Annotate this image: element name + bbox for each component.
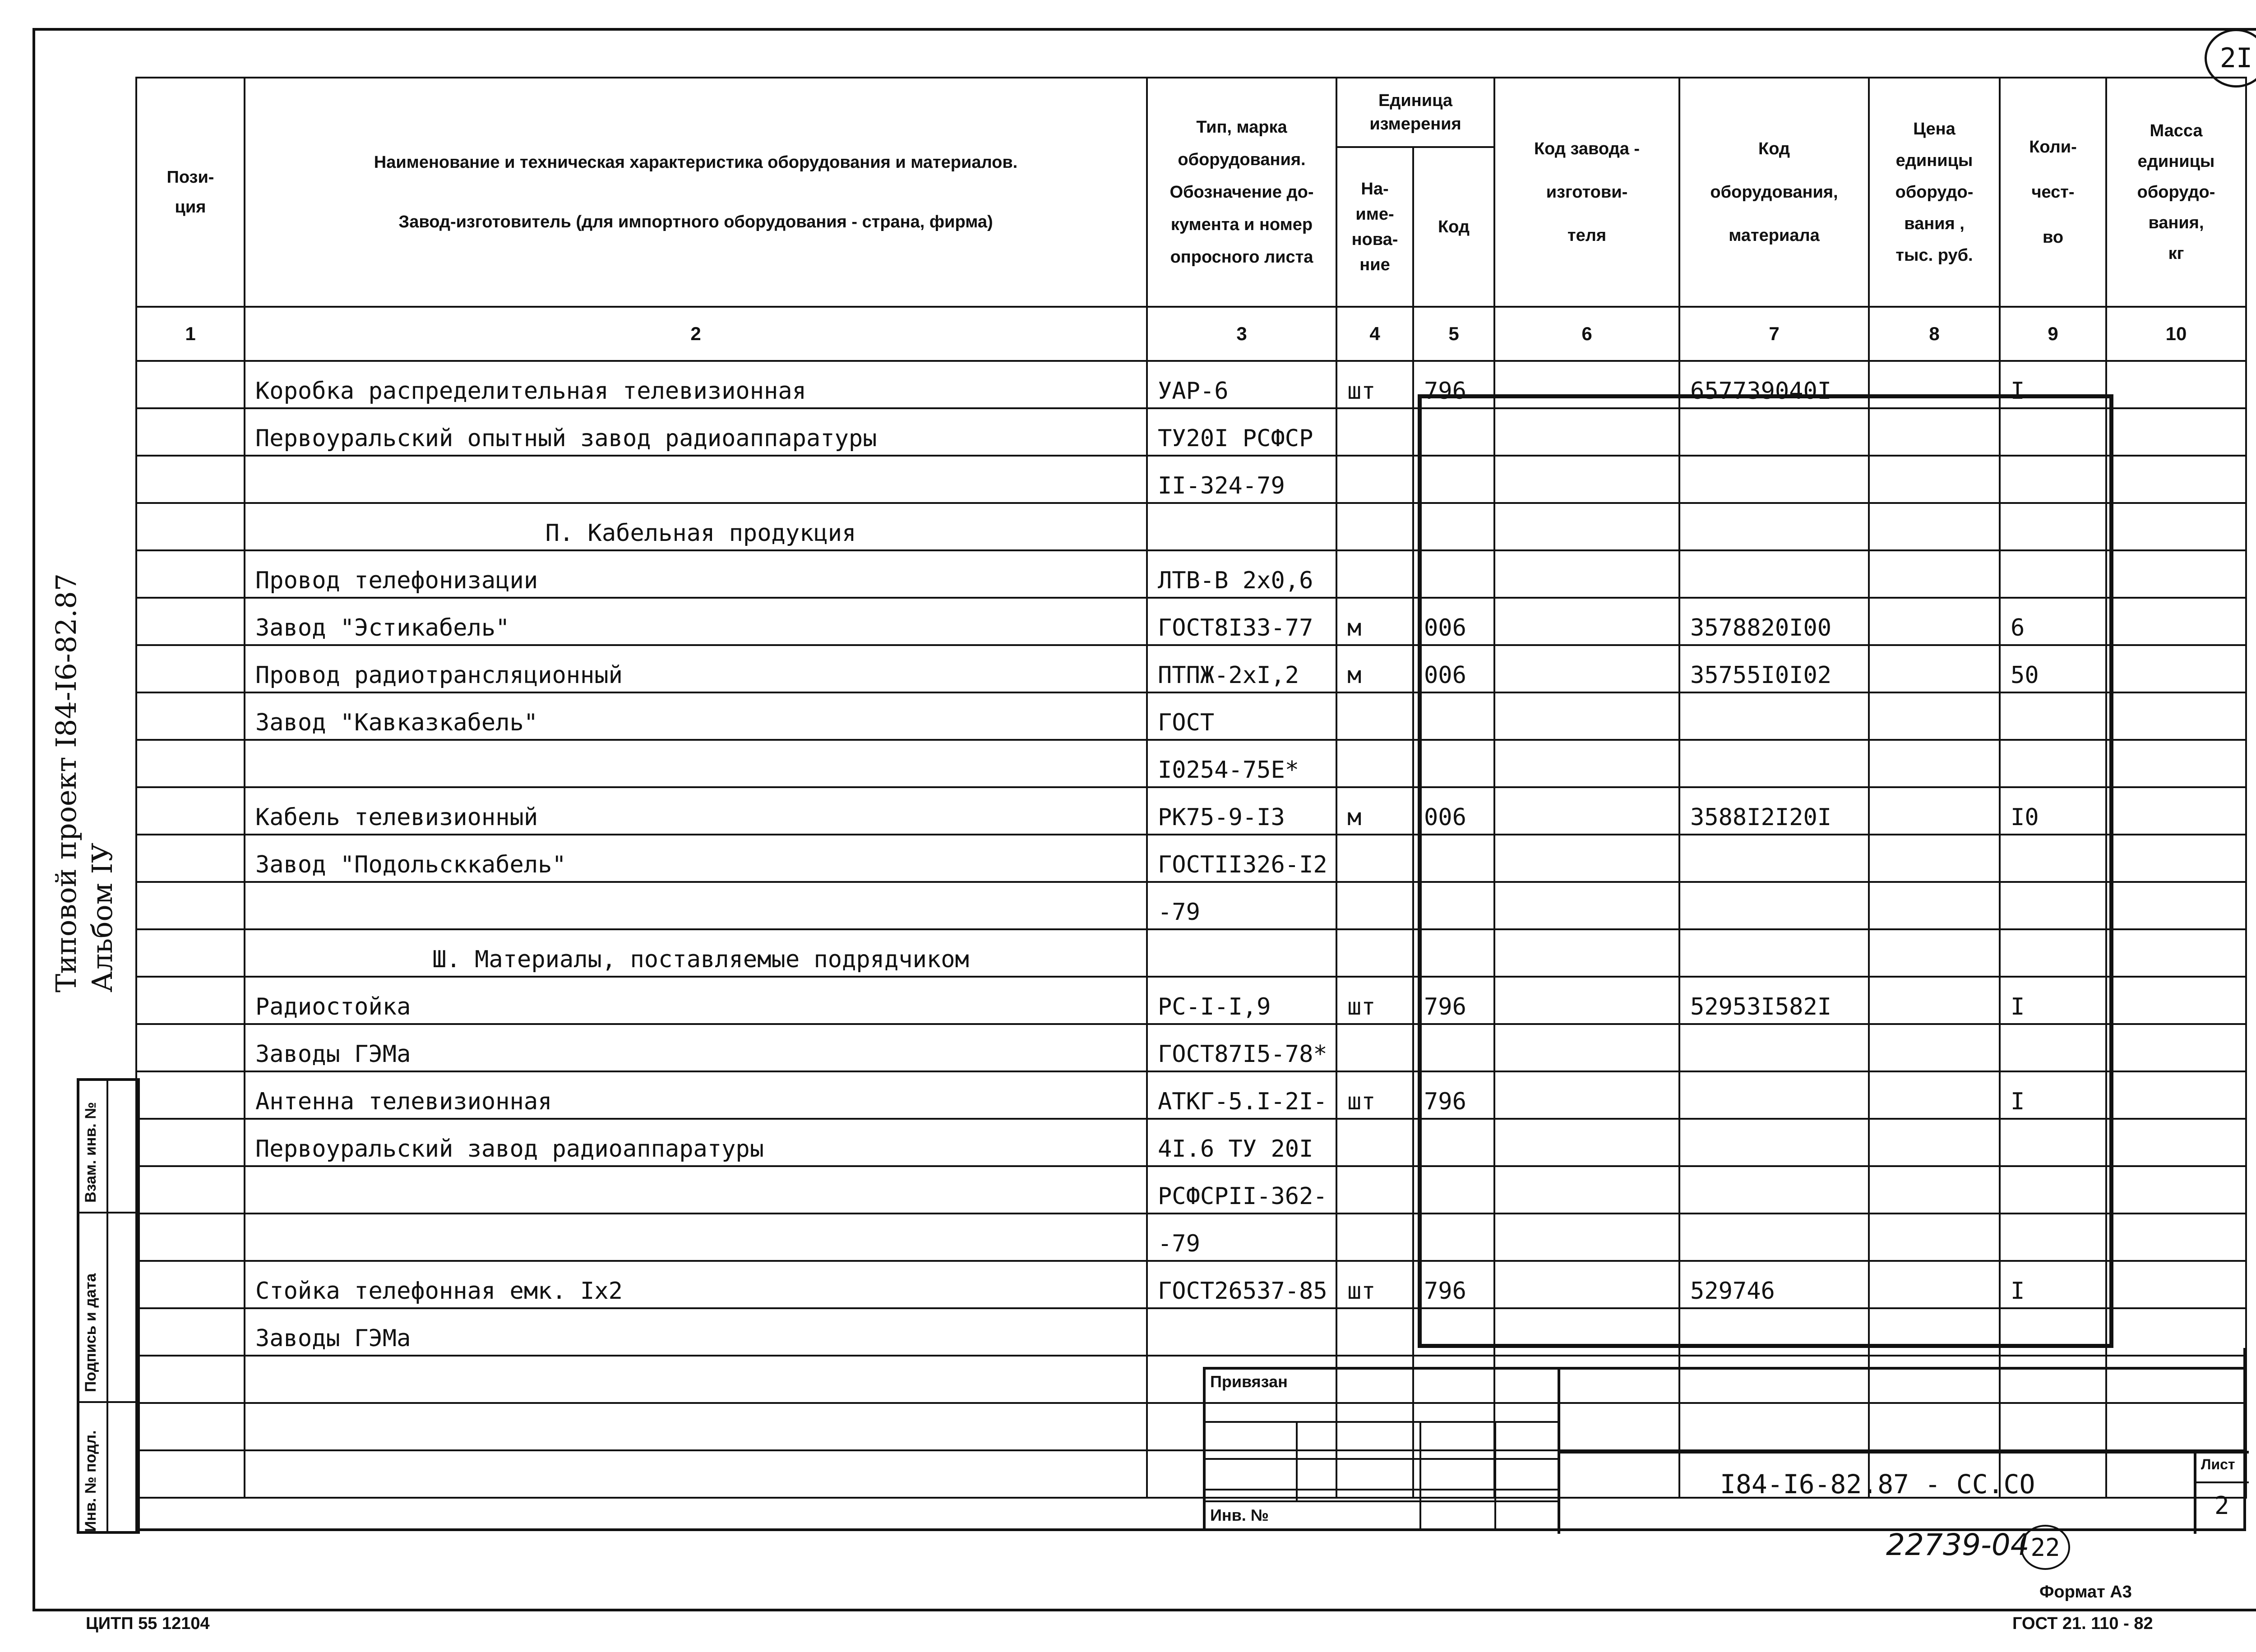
maker-code-cell [1494, 408, 1679, 456]
document-designation: I84-I6-82.87 - СС.СО [1720, 1469, 2035, 1500]
unit-code-cell [1413, 1119, 1494, 1166]
table-row [136, 550, 2246, 598]
header-position: Пози- ция [136, 78, 245, 307]
type-cell: ГОСТ8I33-77 [1147, 598, 1336, 645]
type-cell: 4I.6 ТУ 20I [1147, 1119, 1336, 1166]
position-cell [136, 598, 245, 645]
position-cell [136, 503, 245, 550]
mass-cell [2106, 1024, 2246, 1071]
unit-cell [1336, 740, 1413, 787]
name-cell: Ш. Материалы, поставляемые подрядчиком [245, 929, 1147, 977]
type-cell: -79 [1147, 882, 1336, 929]
quantity-cell [2000, 1024, 2106, 1071]
equipment-code-cell [1679, 1119, 1869, 1166]
unit-code-cell: 006 [1413, 645, 1494, 692]
position-cell [136, 1450, 245, 1498]
price-cell [1869, 1071, 2000, 1119]
mass-cell [2106, 408, 2246, 456]
header-unit-code: Код [1413, 147, 1494, 307]
name-cell: Провод телефонизации [245, 550, 1147, 598]
mass-cell [2106, 740, 2246, 787]
maker-code-cell [1494, 550, 1679, 598]
price-cell [1869, 1214, 2000, 1261]
unit-cell [1336, 1214, 1413, 1261]
quantity-cell [2000, 1214, 2106, 1261]
mass-cell [2106, 1308, 2246, 1356]
header-name-line2: Завод-изготовитель (для импортного оборудования - страна, фирма) [398, 212, 993, 231]
column-number-10: 10 [2106, 307, 2246, 361]
mass-cell [2106, 882, 2246, 929]
bound-label: Привязан [1210, 1372, 1288, 1391]
table-row [136, 787, 2246, 835]
quantity-cell [2000, 456, 2106, 503]
column-number-6: 6 [1494, 307, 1679, 361]
name-cell: Первоуральский опытный завод радиоаппаратуры [245, 408, 1147, 456]
quantity-cell [2000, 503, 2106, 550]
table-row [136, 361, 2246, 408]
type-cell: АТКГ-5.I-2I- [1147, 1071, 1336, 1119]
name-cell: Завод "Эстикабель" [245, 598, 1147, 645]
table-row [136, 977, 2246, 1024]
mass-cell [2106, 929, 2246, 977]
table-row [136, 645, 2246, 692]
header-quantity: Коли- чест- во [2000, 78, 2106, 307]
type-cell: УАР-6 [1147, 361, 1336, 408]
table-row [136, 456, 2246, 503]
maker-code-cell [1494, 1119, 1679, 1166]
type-cell: ГОСТ87I5-78* [1147, 1024, 1336, 1071]
equipment-code-cell: 3588I2I20I [1679, 787, 1869, 835]
name-cell: Завод "Подольсккабель" [245, 835, 1147, 882]
name-cell [245, 1166, 1147, 1214]
footer-format: Формат А3 [2039, 1583, 2132, 1601]
unit-code-cell: 796 [1413, 361, 1494, 408]
price-cell [1869, 977, 2000, 1024]
quantity-cell: I [2000, 1071, 2106, 1119]
header-price: Цена единицы оборудо- вания , тыс. руб. [1869, 78, 2000, 307]
position-cell [136, 1071, 245, 1119]
maker-code-cell [1494, 977, 1679, 1024]
header-equipment-code: Код оборудования, материала [1679, 78, 1869, 307]
equipment-code-cell [1679, 1214, 1869, 1261]
price-cell [1869, 645, 2000, 692]
unit-code-cell [1413, 1214, 1494, 1261]
type-cell: ЛТВ-В 2х0,6 [1147, 550, 1336, 598]
name-cell [245, 1214, 1147, 1261]
position-cell [136, 692, 245, 740]
price-cell [1869, 1308, 2000, 1356]
maker-code-cell [1494, 1261, 1679, 1308]
position-cell [136, 1214, 245, 1261]
side-title-line1: Типовой проект I84-I6-82.87 [50, 573, 83, 992]
equipment-code-cell: 52953I582I [1679, 977, 1869, 1024]
name-cell [245, 882, 1147, 929]
header-unit-name: На- име- нова- ние [1336, 147, 1413, 307]
name-cell: Радиостойка [245, 977, 1147, 1024]
table-row [136, 408, 2246, 456]
quantity-cell: I [2000, 361, 2106, 408]
position-cell [136, 361, 245, 408]
strip-label-replacement: Взам. инв. № [82, 1102, 99, 1203]
unit-cell [1336, 408, 1413, 456]
unit-cell [1336, 692, 1413, 740]
mass-cell [2106, 1166, 2246, 1214]
mass-cell [2106, 977, 2246, 1024]
price-cell [1869, 740, 2000, 787]
maker-code-cell [1494, 598, 1679, 645]
title-block [1203, 1367, 2246, 1531]
maker-code-cell [1494, 740, 1679, 787]
unit-code-cell [1413, 835, 1494, 882]
table-row [136, 598, 2246, 645]
price-cell [1869, 503, 2000, 550]
type-cell: I0254-75Е* [1147, 740, 1336, 787]
position-cell [136, 1166, 245, 1214]
equipment-code-cell [1679, 1308, 1869, 1356]
unit-cell [1336, 1024, 1413, 1071]
unit-code-cell: 796 [1413, 977, 1494, 1024]
quantity-cell: I0 [2000, 787, 2106, 835]
price-cell [1869, 835, 2000, 882]
price-cell [1869, 787, 2000, 835]
name-cell: Заводы ГЭМа [245, 1024, 1147, 1071]
unit-code-cell [1413, 550, 1494, 598]
price-cell [1869, 882, 2000, 929]
equipment-code-cell [1679, 1071, 1869, 1119]
strip-label-original-inv: Инв. № подл. [82, 1430, 99, 1532]
header-maker-code: Код завода - изготови- теля [1494, 78, 1679, 307]
column-number-3: 3 [1147, 307, 1336, 361]
quantity-cell [2000, 550, 2106, 598]
unit-cell: шт [1336, 1261, 1413, 1308]
table-row [136, 1024, 2246, 1071]
inv-label: Инв. № [1210, 1506, 1269, 1524]
type-cell: II-324-79 [1147, 456, 1336, 503]
maker-code-cell [1494, 1166, 1679, 1214]
type-cell [1147, 929, 1336, 977]
position-cell [136, 787, 245, 835]
name-cell: Провод радиотрансляционный [245, 645, 1147, 692]
quantity-cell: 50 [2000, 645, 2106, 692]
quantity-cell: 6 [2000, 598, 2106, 645]
position-cell [136, 835, 245, 882]
handwritten-circle [2020, 1525, 2070, 1570]
table-row [136, 835, 2246, 882]
stamp-left-line [135, 1348, 137, 1531]
unit-cell: шт [1336, 977, 1413, 1024]
unit-cell: шт [1336, 361, 1413, 408]
unit-code-cell [1413, 740, 1494, 787]
name-cell: Кабель телевизионный [245, 787, 1147, 835]
equipment-code-cell: 3578820I00 [1679, 598, 1869, 645]
name-cell [245, 740, 1147, 787]
position-cell [136, 645, 245, 692]
header-name [245, 78, 1147, 307]
mass-cell [2106, 787, 2246, 835]
column-number-7: 7 [1679, 307, 1869, 361]
unit-cell: шт [1336, 1071, 1413, 1119]
quantity-cell [2000, 1166, 2106, 1214]
type-cell: РСФСРII-362- [1147, 1166, 1336, 1214]
price-cell [1869, 929, 2000, 977]
quantity-cell [2000, 740, 2106, 787]
name-cell [245, 1356, 1147, 1403]
position-cell [136, 550, 245, 598]
equipment-code-cell [1679, 882, 1869, 929]
equipment-code-cell [1679, 740, 1869, 787]
type-cell: ГОСТ [1147, 692, 1336, 740]
position-cell [136, 1356, 245, 1403]
mass-cell [2106, 1261, 2246, 1308]
unit-cell [1336, 1166, 1413, 1214]
table-row [136, 1214, 2246, 1261]
unit-cell [1336, 503, 1413, 550]
quantity-cell [2000, 929, 2106, 977]
price-cell [1869, 1119, 2000, 1166]
maker-code-cell [1494, 692, 1679, 740]
equipment-code-cell [1679, 456, 1869, 503]
position-cell [136, 1024, 245, 1071]
table-row [136, 1119, 2246, 1166]
name-cell: П. Кабельная продукция [245, 503, 1147, 550]
unit-code-cell [1413, 692, 1494, 740]
maker-code-cell [1494, 503, 1679, 550]
header-name-line1: Наименование и техническая характеристика оборудования и материалов. [374, 153, 1018, 172]
unit-cell [1336, 1308, 1413, 1356]
price-cell [1869, 456, 2000, 503]
handwritten-number: 22739-04 [1886, 1527, 2029, 1562]
column-number-1: 1 [136, 307, 245, 361]
position-cell [136, 882, 245, 929]
position-cell [136, 1403, 245, 1450]
unit-code-cell: 006 [1413, 598, 1494, 645]
sheet-label: Лист [2201, 1456, 2235, 1472]
quantity-cell [2000, 1308, 2106, 1356]
price-cell [1869, 361, 2000, 408]
type-cell: ГОСТ26537-85 [1147, 1261, 1336, 1308]
price-cell [1869, 408, 2000, 456]
mass-cell [2106, 835, 2246, 882]
price-cell [1869, 598, 2000, 645]
name-cell [245, 1403, 1147, 1450]
unit-cell [1336, 550, 1413, 598]
type-cell: РК75-9-I3 [1147, 787, 1336, 835]
column-number-4: 4 [1336, 307, 1413, 361]
footer-gost: ГОСТ 21. 110 - 82 [2012, 1614, 2153, 1633]
price-cell [1869, 1261, 2000, 1308]
quantity-cell [2000, 835, 2106, 882]
column-number-8: 8 [1869, 307, 2000, 361]
mass-cell [2106, 645, 2246, 692]
unit-cell: м [1336, 645, 1413, 692]
maker-code-cell [1494, 1308, 1679, 1356]
name-cell: Первоуральский завод радиоаппаратуры [245, 1119, 1147, 1166]
maker-code-cell [1494, 929, 1679, 977]
position-cell [136, 1119, 245, 1166]
unit-code-cell: 796 [1413, 1071, 1494, 1119]
price-cell [1869, 1024, 2000, 1071]
unit-code-cell [1413, 503, 1494, 550]
type-cell [1147, 1308, 1336, 1356]
mass-cell [2106, 1119, 2246, 1166]
maker-code-cell [1494, 1024, 1679, 1071]
table-row [136, 929, 2246, 977]
mass-cell [2106, 598, 2246, 645]
unit-cell [1336, 929, 1413, 977]
strip-label-signature: Подпись и дата [82, 1273, 99, 1392]
mass-cell [2106, 1214, 2246, 1261]
name-cell: Коробка распределительная телевизионная [245, 361, 1147, 408]
side-title-line2: Альбом IУ [86, 843, 119, 992]
equipment-code-cell [1679, 1024, 1869, 1071]
handwritten-circled-number: 22 [2030, 1533, 2060, 1562]
equipment-code-cell [1679, 550, 1869, 598]
unit-code-cell [1413, 882, 1494, 929]
mass-cell [2106, 692, 2246, 740]
approval-strip [77, 1078, 140, 1534]
unit-code-cell [1413, 929, 1494, 977]
footer-code: ЦИТП 55 12104 [86, 1614, 210, 1633]
type-cell: ТУ20I РСФСР [1147, 408, 1336, 456]
equipment-code-cell [1679, 835, 1869, 882]
quantity-cell [2000, 408, 2106, 456]
mass-cell [2106, 550, 2246, 598]
position-cell [136, 456, 245, 503]
table-row [136, 1261, 2246, 1308]
name-cell [245, 1450, 1147, 1498]
table-row [136, 740, 2246, 787]
quantity-cell [2000, 692, 2106, 740]
quantity-cell: I [2000, 1261, 2106, 1308]
quantity-cell: I [2000, 977, 2106, 1024]
unit-code-cell [1413, 1308, 1494, 1356]
maker-code-cell [1494, 835, 1679, 882]
unit-code-cell [1413, 1166, 1494, 1214]
table-row [136, 1071, 2246, 1119]
maker-code-cell [1494, 787, 1679, 835]
column-number-9: 9 [2000, 307, 2106, 361]
table-row [136, 1166, 2246, 1214]
type-cell: -79 [1147, 1214, 1336, 1261]
quantity-cell [2000, 882, 2106, 929]
unit-code-cell: 006 [1413, 787, 1494, 835]
position-cell [136, 408, 245, 456]
column-number-2: 2 [245, 307, 1147, 361]
table-row [136, 503, 2246, 550]
type-cell: ПТПЖ-2хI,2 [1147, 645, 1336, 692]
unit-cell [1336, 835, 1413, 882]
type-cell: ГОСТII326-I2 [1147, 835, 1336, 882]
unit-cell [1336, 882, 1413, 929]
unit-cell: м [1336, 598, 1413, 645]
type-cell [1147, 503, 1336, 550]
type-cell: РС-I-I,9 [1147, 977, 1336, 1024]
header-type: Тип, марка оборудования. Обозначение до- кумента и номер опросного листа [1147, 78, 1336, 307]
stamp-right-line [2243, 1348, 2246, 1531]
mass-cell [2106, 361, 2246, 408]
position-cell [136, 1261, 245, 1308]
equipment-code-cell [1679, 1166, 1869, 1214]
sheet-number: 2I [2219, 42, 2253, 74]
table-row [136, 692, 2246, 740]
mass-cell [2106, 1071, 2246, 1119]
maker-code-cell [1494, 456, 1679, 503]
mass-cell [2106, 456, 2246, 503]
equipment-code-cell [1679, 408, 1869, 456]
specification-table [135, 77, 2247, 1499]
equipment-code-cell: 657739040I [1679, 361, 1869, 408]
unit-code-cell: 796 [1413, 1261, 1494, 1308]
position-cell [136, 740, 245, 787]
unit-code-cell [1413, 456, 1494, 503]
maker-code-cell [1494, 645, 1679, 692]
name-cell [245, 456, 1147, 503]
price-cell [1869, 550, 2000, 598]
mass-cell [2106, 503, 2246, 550]
maker-code-cell [1494, 1071, 1679, 1119]
maker-code-cell [1494, 1214, 1679, 1261]
position-cell [136, 929, 245, 977]
equipment-code-cell: 35755I0I02 [1679, 645, 1869, 692]
unit-cell [1336, 456, 1413, 503]
position-cell [136, 1308, 245, 1356]
header-mass: Масса единицы оборудо- вания, кг [2106, 78, 2246, 307]
price-cell [1869, 1166, 2000, 1214]
name-cell: Стойка телефонная емк. Iх2 [245, 1261, 1147, 1308]
price-cell [1869, 692, 2000, 740]
unit-code-cell [1413, 1024, 1494, 1071]
equipment-code-cell [1679, 929, 1869, 977]
quantity-cell [2000, 1119, 2106, 1166]
equipment-code-cell: 529746 [1679, 1261, 1869, 1308]
maker-code-cell [1494, 361, 1679, 408]
position-cell [136, 977, 245, 1024]
equipment-code-cell [1679, 692, 1869, 740]
table-row [136, 882, 2246, 929]
name-cell: Завод "Кавказкабель" [245, 692, 1147, 740]
unit-code-cell [1413, 408, 1494, 456]
unit-cell [1336, 1119, 1413, 1166]
name-cell: Антенна телевизионная [245, 1071, 1147, 1119]
equipment-code-cell [1679, 503, 1869, 550]
unit-cell: м [1336, 787, 1413, 835]
maker-code-cell [1494, 882, 1679, 929]
header-unit-group: Единица измерения [1336, 78, 1494, 147]
column-number-5: 5 [1413, 307, 1494, 361]
sheet-value: 2 [2214, 1491, 2229, 1520]
name-cell: Заводы ГЭМа [245, 1308, 1147, 1356]
table-row [136, 1308, 2246, 1356]
